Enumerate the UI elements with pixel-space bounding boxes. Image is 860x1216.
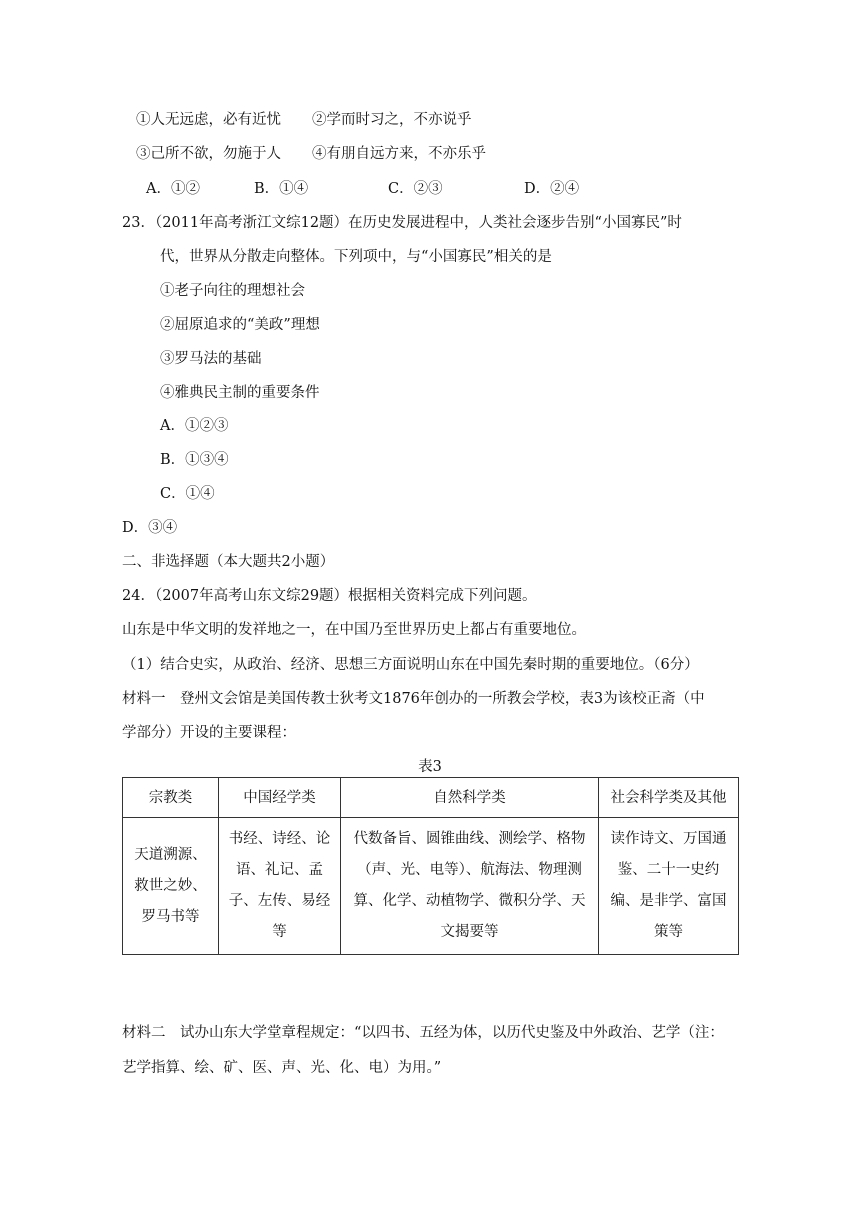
q23-item-1: ①老子向往的理想社会 — [160, 283, 305, 299]
q23-item-3: ③罗马法的基础 — [160, 351, 262, 367]
q22-statement-4: ④有朋自远方来，不亦乐乎 — [312, 146, 486, 162]
table-cell-social-science: 读作诗文、万国通鉴、二十一史约编、是非学、富国策等 — [599, 818, 739, 955]
q22-option-a: A．①② — [146, 181, 200, 197]
table-header-natural-science: 自然科学类 — [341, 778, 599, 818]
q23-option-c: C．①④ — [160, 486, 215, 502]
q22-option-b: B．①④ — [254, 181, 309, 197]
table-header-classics: 中国经学类 — [219, 778, 341, 818]
q24-subquestion-1: （1）结合史实，从政治、经济、思想三方面说明山东在中国先秦时期的重要地位。（6分） — [122, 657, 699, 673]
section-heading: 二、非选择题（本大题共2小题） — [122, 554, 335, 570]
q22-statement-3: ③己所不欲，勿施于人 — [136, 146, 281, 162]
q23-option-d: D．③④ — [122, 520, 178, 536]
q23-option-b: B．①③④ — [160, 452, 229, 468]
table-cell-classics: 书经、诗经、论语、礼记、孟子、左传、易经等 — [219, 818, 341, 955]
material-2-line-2: 艺学指算、绘、矿、医、声、光、化、电）为用。” — [122, 1060, 442, 1076]
q23-option-a: A．①②③ — [160, 418, 229, 434]
table-header-row — [123, 778, 739, 818]
q22-option-d: D．②④ — [524, 181, 580, 197]
q23-stem-line-1: 23．（2011年高考浙江文综12题）在历史发展进程中，人类社会逐步告别“小国寡民”时 — [122, 215, 682, 231]
course-table — [122, 777, 739, 955]
table-caption: 表3 — [418, 759, 442, 775]
table-cell-natural-science: 代数备旨、圆锥曲线、测绘学、格物（声、光、电等）、航海法、物理测算、化学、动植物学、微积分学、天文揭要等 — [341, 818, 599, 955]
q24-intro: 山东是中华文明的发祥地之一，在中国乃至世界历史上都占有重要地位。 — [122, 622, 586, 638]
q22-statement-2: ②学而时习之，不亦说乎 — [312, 112, 472, 128]
material-1-line-2: 学部分）开设的主要课程： — [122, 725, 296, 741]
material-2-line-1: 材料二 试办山东大学堂章程规定：“以四书、五经为体，以历代史鉴及中外政治、艺学（注： — [122, 1025, 724, 1041]
q23-stem-line-2: 代，世界从分散走向整体。下列项中，与“小国寡民”相关的是 — [160, 249, 552, 265]
table-header-religion: 宗教类 — [123, 778, 219, 818]
q22-statement-1: ①人无远虑，必有近忧 — [136, 112, 281, 128]
table-row — [123, 818, 739, 955]
q23-item-2: ②屈原追求的“美政”理想 — [160, 317, 320, 333]
material-1-line-1: 材料一 登州文会馆是美国传教士狄考文1876年创办的一所教会学校，表3为该校正斋（中 — [122, 691, 705, 707]
table-header-social-science: 社会科学类及其他 — [599, 778, 739, 818]
q22-option-c: C．②③ — [388, 181, 443, 197]
table-cell-religion: 天道溯源、救世之妙、罗马书等 — [123, 818, 219, 955]
q23-item-4: ④雅典民主制的重要条件 — [160, 385, 320, 401]
q24-heading: 24．（2007年高考山东文综29题）根据相关资料完成下列问题。 — [122, 588, 537, 604]
